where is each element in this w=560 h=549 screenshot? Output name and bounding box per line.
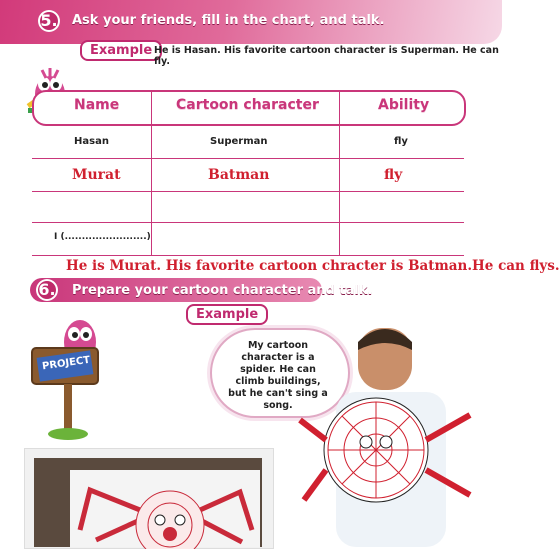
chart-divider <box>339 90 340 256</box>
section-5-instruction: Ask your friends, fill in the chart, and talk. <box>72 13 385 28</box>
chart-cell-answer[interactable]: fly <box>384 167 403 183</box>
chart-cell-self[interactable]: I (........................) <box>54 232 151 242</box>
project-sign-monster-icon <box>28 312 108 444</box>
chart-cell: Superman <box>210 136 268 147</box>
chart-header-name: Name <box>74 97 120 113</box>
answer-sentence: He is Murat. His favorite cartoon chracter is Batman.He can flys. <box>66 258 560 274</box>
chart-cell: Hasan <box>74 136 109 147</box>
chart-cell-answer[interactable]: Batman <box>208 167 270 183</box>
example-label-6: Example <box>186 304 268 325</box>
chart-row-line <box>32 255 464 256</box>
spider-drawing-icon <box>70 470 260 547</box>
boy-holding-spider-photo <box>300 320 490 547</box>
chart-cell-answer[interactable]: Murat <box>72 167 121 183</box>
chart-cell: fly <box>394 136 408 147</box>
example-text: He is Hasan. His favorite cartoon character is Superman. He can fly. <box>154 45 499 67</box>
chart-row-line <box>32 158 464 159</box>
chart-row-line <box>32 222 464 223</box>
chart-header-ability: Ability <box>378 97 430 113</box>
project-sign-label: PROJECT <box>41 354 91 373</box>
chart-header-cartoon: Cartoon character <box>176 97 319 113</box>
chart-row-line <box>32 191 464 192</box>
section-6-number: 6. <box>36 279 58 301</box>
chart-divider <box>151 90 152 256</box>
example-label: Example <box>80 40 162 61</box>
section-6-instruction: Prepare your cartoon character and talk. <box>72 283 373 298</box>
speech-bubble-text: My cartoon character is a spider. He can climb buildings, but he can't sing a song. <box>228 340 328 411</box>
section-5-number: 5. <box>38 10 60 32</box>
